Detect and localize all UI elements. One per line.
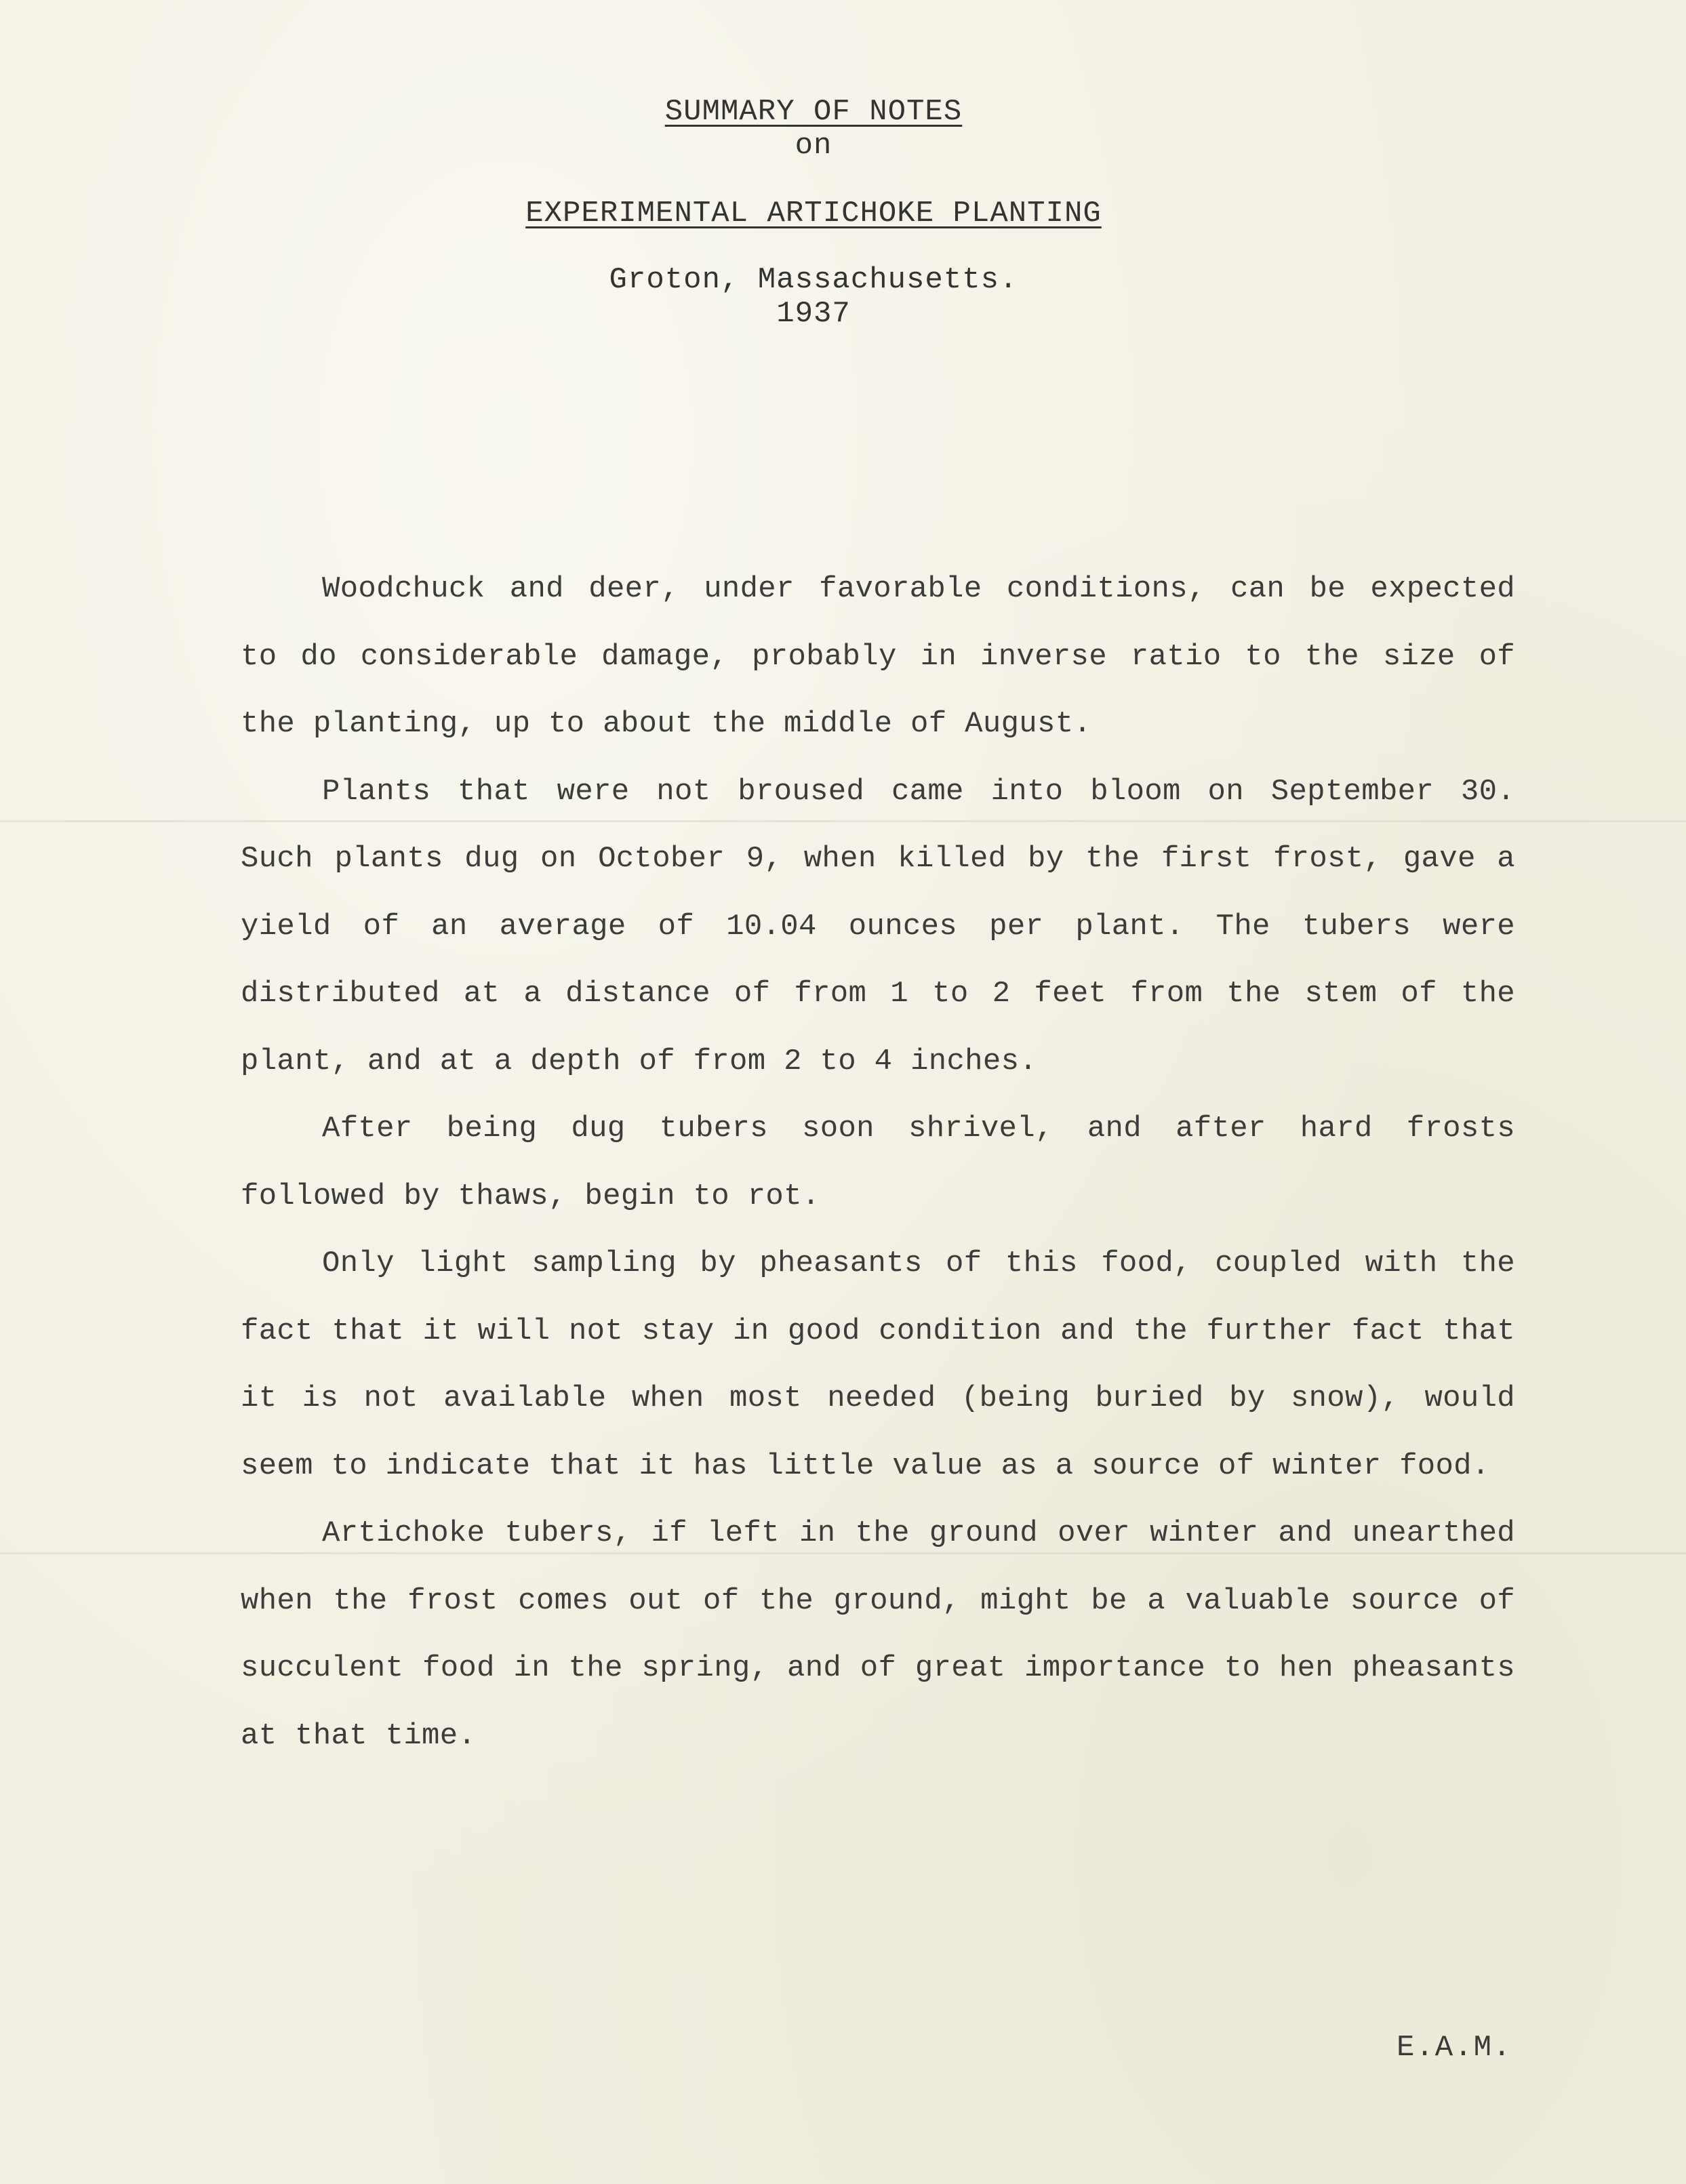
signature-initials: E.A.M. bbox=[1397, 2031, 1512, 2065]
paragraph-3: After being dug tubers soon shrivel, and after hard frosts followed by thaws, begin to rot. bbox=[241, 1112, 1515, 1213]
paragraph-5: Artichoke tubers, if left in the ground over winter and unearthed when the frost comes out of the ground, might be a valuable source of succulent food in the spring, and of great importance to hen pheasants at that time. bbox=[241, 1516, 1515, 1753]
subtitle: EXPERIMENTAL ARTICHOKE PLANTING bbox=[525, 197, 1102, 230]
location: Groton, Massachusetts. bbox=[609, 263, 1018, 297]
title-line-1: SUMMARY OF NOTES bbox=[664, 95, 963, 129]
paragraph-4: Only light sampling by pheasants of this food, coupled with the fact that it will not stay in good condition and the further fact that it is not available when most needed (being buried by snow), would seem to indicate that it has little value as a source of winter food. bbox=[241, 1247, 1515, 1483]
title-line-2: on bbox=[795, 129, 832, 163]
paragraph-1: Woodchuck and deer, under favorable conditions, can be expected to do considerable damage, probably in inverse ratio to the size of the planting, up to about the middle of August. bbox=[241, 572, 1515, 741]
paragraph-2: Plants that were not broused came into bloom on September 30. Such plants dug on October 9, when killed by the first frost, gave a yield of an average of 10.04 ounces per plant. The tubers were distributed at a distance of from 1 to 2 feet from the stem of the plant, and at a depth of from 2 to 4 inches. bbox=[241, 774, 1515, 1078]
body-text bbox=[241, 556, 1515, 1770]
year: 1937 bbox=[776, 297, 851, 331]
